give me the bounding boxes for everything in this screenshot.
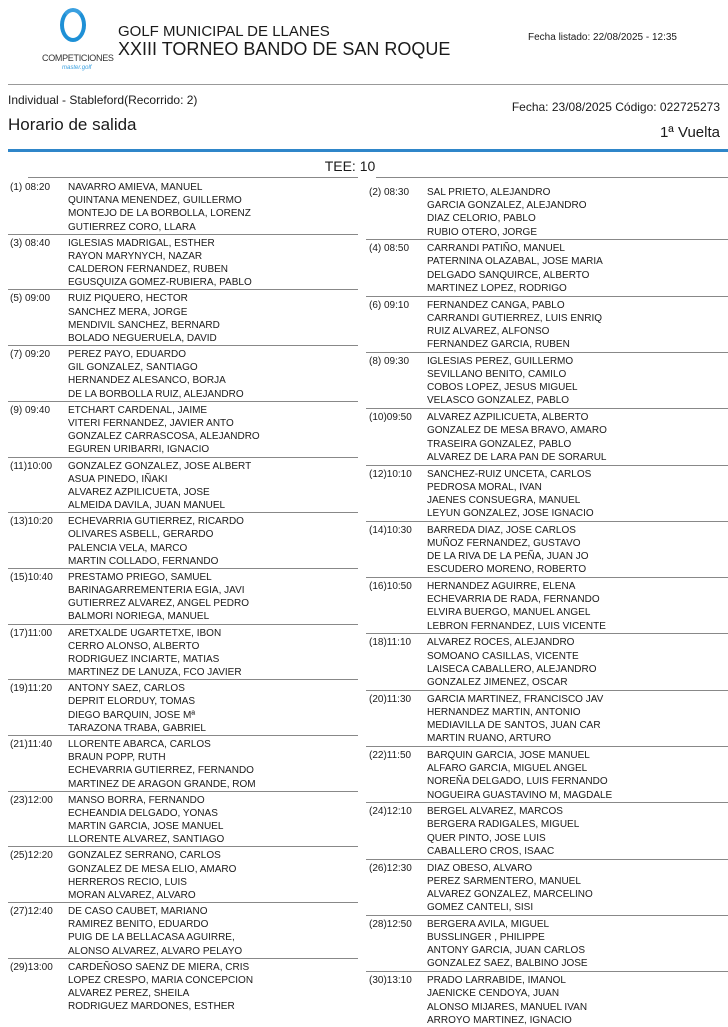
player-name: RODRIGUEZ INCIARTE, MATIAS [68, 653, 220, 665]
player-list [68, 460, 355, 513]
player-name: RAMIREZ BENITO, EDUARDO [68, 919, 209, 931]
player-list [427, 411, 714, 464]
player-name: RAYON MARYNYCH, NAZAR [68, 250, 203, 262]
player-name: GARCIA MARTINEZ, FRANCISCO JAV [427, 693, 604, 705]
player-name: ARROYO MARTINEZ, IGNACIO [427, 1014, 572, 1026]
logo-text: COMPETICIONES [42, 53, 114, 63]
player-name: MARTIN GARCIA, JOSE MANUEL [68, 821, 224, 833]
player-name: QUER PINTO, JOSE LUIS [427, 832, 546, 844]
player-list [427, 468, 714, 521]
player-name: PEREZ PAYO, EDUARDO [68, 349, 186, 361]
player-name: MENDIVIL SANCHEZ, BERNARD [68, 319, 220, 331]
player-name: RUIZ ALVAREZ, ALFONSO [427, 325, 550, 337]
tee-time: (8) 09:30 [369, 355, 410, 367]
player-list [68, 905, 355, 958]
tee-time-group [369, 411, 714, 464]
divider [8, 345, 358, 346]
player-name: MEDIAVILLA DE SANTOS, JUAN CAR [427, 720, 601, 732]
player-list [68, 738, 355, 791]
player-name: RUBIO OTERO, JORGE [427, 226, 538, 238]
player-list [68, 627, 355, 680]
divider [8, 679, 358, 680]
player-name: GOMEZ CANTELI, SISI [427, 902, 534, 914]
tee-time: (18)11:10 [369, 637, 412, 649]
tee-time: (26)12:30 [369, 862, 412, 874]
player-name: CERRO ALONSO, ALBERTO [68, 640, 200, 652]
player-name: ALVAREZ ROCES, ALEJANDRO [427, 637, 575, 649]
player-list [68, 961, 355, 1014]
divider [8, 791, 358, 792]
player-name: NOREÑA DELGADO, LUIS FERNANDO [427, 776, 608, 788]
player-list [427, 974, 714, 1027]
player-name: SAL PRIETO, ALEJANDRO [427, 187, 551, 198]
player-name: ALFARO GARCIA, MIGUEL ANGEL [427, 763, 588, 775]
player-name: ALMEIDA DAVILA, JUAN MANUEL [68, 500, 226, 512]
tee-time: (7) 09:20 [10, 349, 51, 361]
tee-time-group [10, 460, 355, 513]
player-name: MONTEJO DE LA BORBOLLA, LORENZ [68, 208, 251, 220]
tee-time: (20)11:30 [369, 693, 412, 705]
player-name: TARAZONA TRABA, GABRIEL [68, 722, 206, 734]
player-name: DIAZ OBESO, ALVARO [427, 862, 533, 874]
player-name: IGLESIAS MADRIGAL, ESTHER [68, 237, 215, 249]
tournament-name: XXIII TORNEO BANDO DE SAN ROQUE [118, 39, 451, 59]
player-name: LEBRON FERNANDEZ, LUIS VICENTE [427, 620, 606, 632]
tee-time: (10)09:50 [369, 412, 412, 424]
player-list [427, 242, 714, 295]
player-list [68, 404, 355, 457]
player-name: BOLADO NEGUERUELA, DAVID [68, 332, 217, 344]
tee-time: (16)10:50 [369, 581, 412, 593]
player-list [68, 849, 355, 902]
player-name: ALONSO MIJARES, MANUEL IVAN [427, 1001, 588, 1013]
divider [366, 465, 728, 466]
player-name: JAENES CONSUEGRA, MANUEL [427, 494, 581, 506]
player-name: PALENCIA VELA, MARCO [68, 542, 188, 554]
player-name: COBOS LOPEZ, JESUS MIGUEL [427, 382, 578, 394]
tee-time-group [10, 237, 355, 290]
player-name: MARTIN COLLADO, FERNANDO [68, 555, 219, 567]
player-name: GONZALEZ JIMENEZ, OSCAR [427, 676, 568, 688]
divider [366, 746, 728, 747]
player-name: HERNANDEZ ALESANCO, BORJA [68, 375, 226, 387]
tee-time-group [369, 524, 714, 577]
player-name: JAENICKE CENDOYA, JUAN [427, 988, 560, 1000]
player-name: BRAUN POPP, RUTH [68, 752, 166, 764]
player-name: GONZALEZ GONZALEZ, JOSE ALBERT [68, 460, 252, 472]
player-list [68, 237, 355, 290]
player-name: SEVILLANO BENITO, CAMILO [427, 369, 567, 381]
tee-time-group [10, 738, 355, 791]
player-name: BARQUIN GARCIA, JOSE MANUEL [427, 750, 590, 761]
player-name: DE LA RIVA DE LA PEÑA, JUAN JO [427, 551, 589, 563]
divider [376, 177, 728, 178]
tee-time-group [369, 805, 714, 858]
player-name: PEDROSA MORAL, IVAN [427, 481, 542, 493]
player-list [427, 524, 714, 577]
player-name: DELGADO SANQUIRCE, ALBERTO [427, 269, 590, 281]
player-name: MARTIN RUANO, ARTURO [427, 733, 552, 745]
player-name: BARINAGARREMENTERIA EGIA, JAVI [68, 585, 245, 597]
player-name: PEREZ SARMENTERO, MANUEL [427, 875, 581, 887]
tee-label: TEE: 10 [324, 158, 376, 174]
divider [366, 915, 728, 916]
player-name: ESCUDERO MORENO, ROBERTO [427, 564, 587, 576]
player-name: ETCHART CARDENAL, JAIME [68, 404, 208, 416]
player-name: GUTIERREZ ALVAREZ, ANGEL PEDRO [68, 598, 249, 610]
player-name: IGLESIAS PEREZ, GUILLERMO [427, 355, 574, 367]
player-name: SANCHEZ-RUIZ UNCETA, CARLOS [427, 468, 592, 480]
player-name: LLORENTE ABARCA, CARLOS [68, 739, 211, 750]
player-name: ECHEVARRIA GUTIERREZ, FERNANDO [68, 765, 254, 777]
divider [8, 624, 358, 625]
logo-icon [60, 8, 86, 42]
player-list [68, 181, 355, 234]
tee-time: (29)13:00 [10, 961, 53, 973]
tee-time-group [10, 404, 355, 457]
player-name: HERNANDEZ MARTIN, ANTONIO [427, 706, 581, 718]
round-label: 1ª Vuelta [659, 124, 720, 141]
player-list [68, 571, 355, 624]
tee-time: (2) 08:30 [369, 187, 410, 198]
player-name: LLORENTE ALVAREZ, SANTIAGO [68, 834, 225, 846]
player-name: ANTONY SAEZ, CARLOS [68, 683, 185, 695]
tee-time-group [10, 682, 355, 735]
tee-time: (19)11:20 [10, 683, 53, 695]
tee-time: (11)10:00 [10, 460, 53, 472]
logo-subtext: master.golf [62, 65, 92, 71]
tee-time: (30)13:10 [369, 975, 412, 987]
tee-time-group [369, 749, 714, 802]
divider [8, 735, 358, 736]
tee-time: (22)11:50 [369, 750, 412, 761]
header-divider [8, 84, 728, 85]
divider [8, 846, 358, 847]
player-name: PATERNINA OLAZABAL, JOSE MARIA [427, 256, 603, 268]
player-name: ALONSO ALVAREZ, ALVARO PELAYO [68, 945, 243, 957]
player-name: PRESTAMO PRIEGO, SAMUEL [68, 571, 212, 583]
tee-time-group [10, 849, 355, 902]
player-name: CARRANDI GUTIERREZ, LUIS ENRIQ [427, 312, 603, 324]
player-name: BARREDA DIAZ, JOSE CARLOS [427, 524, 576, 536]
tee-time: (14)10:30 [369, 524, 412, 536]
player-name: GIL GONZALEZ, SANTIAGO [68, 362, 198, 374]
player-name: ECHEVARRIA GUTIERREZ, RICARDO [68, 516, 244, 528]
player-list [427, 693, 714, 746]
player-name: GUTIERREZ CORO, LLARA [68, 221, 196, 233]
player-name: GONZALEZ CARRASCOSA, ALEJANDRO [68, 431, 260, 443]
tee-time: (21)11:40 [10, 739, 53, 750]
player-name: SANCHEZ MERA, JORGE [68, 306, 188, 318]
tee-time-group [369, 918, 714, 971]
player-name: RUIZ PIQUERO, HECTOR [68, 293, 188, 305]
tee-time: (28)12:50 [369, 918, 412, 930]
player-list [427, 580, 714, 633]
player-name: NAVARRO AMIEVA, MANUEL [68, 182, 203, 193]
tee-time: (6) 09:10 [369, 299, 410, 311]
tee-time-group [10, 905, 355, 958]
divider [366, 296, 728, 297]
player-list [427, 918, 714, 971]
player-name: DE LA BORBOLLA RUIZ, ALEJANDRO [68, 388, 244, 400]
divider [28, 177, 358, 178]
player-list [68, 292, 355, 345]
player-name: CABALLERO CROS, ISAAC [427, 845, 555, 857]
player-name: BERGERA AVILA, MIGUEL [427, 918, 550, 930]
divider [8, 234, 358, 235]
divider [366, 971, 728, 972]
divider [366, 859, 728, 860]
player-name: GONZALEZ DE MESA ELIO, AMARO [68, 863, 237, 875]
tee-time-group [369, 299, 714, 352]
player-name: ANTONY GARCIA, JUAN CARLOS [427, 945, 585, 957]
player-name: BERGEL ALVAREZ, MARCOS [427, 806, 563, 818]
player-name: MANSO BORRA, FERNANDO [68, 794, 205, 806]
player-name: ARETXALDE UGARTETXE, IBON [68, 627, 222, 639]
divider [8, 289, 358, 290]
player-name: PRADO LARRABIDE, IMANOL [427, 975, 566, 987]
player-name: ALVAREZ GONZALEZ, MARCELINO [427, 888, 593, 900]
player-name: MARTINEZ DE LANUZA, FCO JAVIER [68, 667, 242, 679]
player-list [68, 682, 355, 735]
player-name: EGUSQUIZA GOMEZ-RUBIERA, PABLO [68, 277, 252, 289]
player-list [427, 186, 714, 239]
page-title: Horario de salida [8, 115, 137, 134]
player-list [427, 355, 714, 408]
player-name: FERNANDEZ GARCIA, RUBEN [427, 339, 570, 351]
listing-date: Fecha listado: 22/08/2025 - 12:35 [528, 32, 677, 43]
tee-time-group [369, 862, 714, 915]
player-list [427, 862, 714, 915]
player-name: PUIG DE LA BELLACASA AGUIRRE, [68, 932, 235, 944]
tee-time: (24)12:10 [369, 806, 412, 818]
tee-time: (17)11:00 [10, 627, 53, 639]
divider [8, 902, 358, 903]
player-name: BALMORI NORIEGA, MANUEL [68, 611, 210, 623]
player-name: MUÑOZ FERNANDEZ, GUSTAVO [427, 537, 581, 549]
player-name: DEPRIT ELORDUY, TOMAS [68, 696, 196, 708]
date-code: Fecha: 23/08/2025 Código: 022725273 [511, 100, 720, 114]
player-list [427, 299, 714, 352]
club-name: GOLF MUNICIPAL DE LLANES [118, 23, 330, 40]
player-name: MORAN ALVAREZ, ALVARO [68, 889, 196, 901]
player-name: LEYUN GONZALEZ, JOSE IGNACIO [427, 508, 594, 520]
tee-time: (1) 08:20 [10, 182, 51, 193]
tee-time-group [10, 348, 355, 401]
divider [366, 408, 728, 409]
player-name: RODRIGUEZ MARDONES, ESTHER [68, 1001, 235, 1013]
player-name: MARTINEZ DE ARAGON GRANDE, ROM [68, 778, 256, 790]
player-list [427, 749, 714, 802]
player-name: ALVAREZ AZPILICUETA, ALBERTO [427, 412, 589, 424]
player-name: MARTINEZ LOPEZ, RODRIGO [427, 282, 567, 294]
player-name: DIAZ CELORIO, PABLO [427, 213, 536, 225]
player-name: GONZALEZ SAEZ, BALBINO JOSE [427, 958, 588, 970]
player-name: GONZALEZ DE MESA BRAVO, AMARO [427, 425, 607, 437]
player-name: BUSSLINGER , PHILIPPE [427, 932, 545, 944]
player-list [68, 794, 355, 847]
player-name: QUINTANA MENENDEZ, GUILLERMO [68, 195, 242, 207]
player-list [68, 348, 355, 401]
divider [8, 958, 358, 959]
player-name: LOPEZ CRESPO, MARIA CONCEPCION [68, 974, 254, 986]
player-name: NOGUEIRA GUASTAVINO M, MAGDALE [427, 789, 613, 801]
player-name: BERGERA RADIGALES, MIGUEL [427, 819, 580, 831]
tee-time: (3) 08:40 [10, 237, 51, 249]
divider [366, 521, 728, 522]
modality: Individual - Stableford(Recorrido: 2) [8, 93, 198, 107]
player-name: ALVAREZ PEREZ, SHEILA [68, 988, 190, 1000]
player-name: ASUA PINEDO, IÑAKI [68, 473, 168, 485]
tee-time-group [10, 794, 355, 847]
player-name: VITERI FERNANDEZ, JAVIER ANTO [68, 417, 234, 429]
player-list [427, 636, 714, 689]
player-name: CALDERON FERNANDEZ, RUBEN [68, 264, 229, 276]
tee-time: (15)10:40 [10, 571, 53, 583]
tee-time-group [369, 355, 714, 408]
player-name: ALVAREZ DE LARA PAN DE SORARUL [427, 451, 607, 463]
player-name: EGUREN URIBARRI, IGNACIO [68, 444, 210, 456]
divider [366, 802, 728, 803]
tee-time: (4) 08:50 [369, 243, 410, 255]
tee-time: (27)12:40 [10, 906, 53, 918]
player-name: DE CASO CAUBET, MARIANO [68, 906, 208, 918]
player-name: CARDEÑOSO SAENZ DE MIERA, CRIS [68, 961, 250, 973]
tee-time-group [369, 580, 714, 633]
player-name: TRASEIRA GONZALEZ, PABLO [427, 438, 572, 450]
divider [366, 352, 728, 353]
player-name: DIEGO BARQUIN, JOSE Mª [68, 709, 196, 721]
divider [366, 239, 728, 240]
tee-time: (5) 09:00 [10, 293, 51, 305]
tee-time-group [369, 693, 714, 746]
tee-time-group [369, 242, 714, 295]
tee-time: (12)10:10 [369, 468, 412, 480]
player-name: ECHEANDIA DELGADO, YONAS [68, 807, 218, 819]
divider [8, 457, 358, 458]
player-name: HERNANDEZ AGUIRRE, ELENA [427, 581, 576, 593]
divider [8, 401, 358, 402]
divider [366, 577, 728, 578]
tee-time: (25)12:20 [10, 850, 53, 862]
player-name: GONZALEZ SERRANO, CARLOS [68, 850, 221, 862]
tee-time-group [369, 974, 714, 1027]
player-name: ALVAREZ AZPILICUETA, JOSE [68, 486, 210, 498]
player-name: ECHEVARRIA DE RADA, FERNANDO [427, 594, 600, 606]
player-name: HERREROS RECIO, LUIS [68, 876, 187, 888]
divider [8, 512, 358, 513]
player-name: FERNANDEZ CANGA, PABLO [427, 299, 565, 311]
tee-time-group [10, 571, 355, 624]
player-name: CARRANDI PATIÑO, MANUEL [427, 243, 565, 255]
tee-time-group [369, 636, 714, 689]
tee-time-group [10, 961, 355, 1014]
divider [366, 690, 728, 691]
player-name: OLIVARES ASBELL, GERARDO [68, 529, 214, 541]
player-name: SOMOANO CASILLAS, VICENTE [427, 650, 579, 662]
player-list [427, 805, 714, 858]
tee-time-group [10, 515, 355, 568]
tee-time-group [10, 292, 355, 345]
player-name: VELASCO GONZALEZ, PABLO [427, 395, 570, 407]
player-name: ELVIRA BUERGO, MANUEL ANGEL [427, 607, 591, 619]
tee-time: (23)12:00 [10, 794, 53, 806]
tee-time: (9) 09:40 [10, 404, 51, 416]
divider [8, 568, 358, 569]
tee-time-group [369, 186, 714, 239]
tee-time: (13)10:20 [10, 516, 53, 528]
player-name: LAISECA CABALLERO, ALEJANDRO [427, 663, 597, 675]
divider [366, 633, 728, 634]
tee-time-group [369, 468, 714, 521]
player-list [68, 515, 355, 568]
tee-time-group [10, 627, 355, 680]
blue-divider [8, 149, 728, 152]
tee-time-group [10, 181, 355, 234]
player-name: GARCIA GONZALEZ, ALEJANDRO [427, 200, 587, 212]
